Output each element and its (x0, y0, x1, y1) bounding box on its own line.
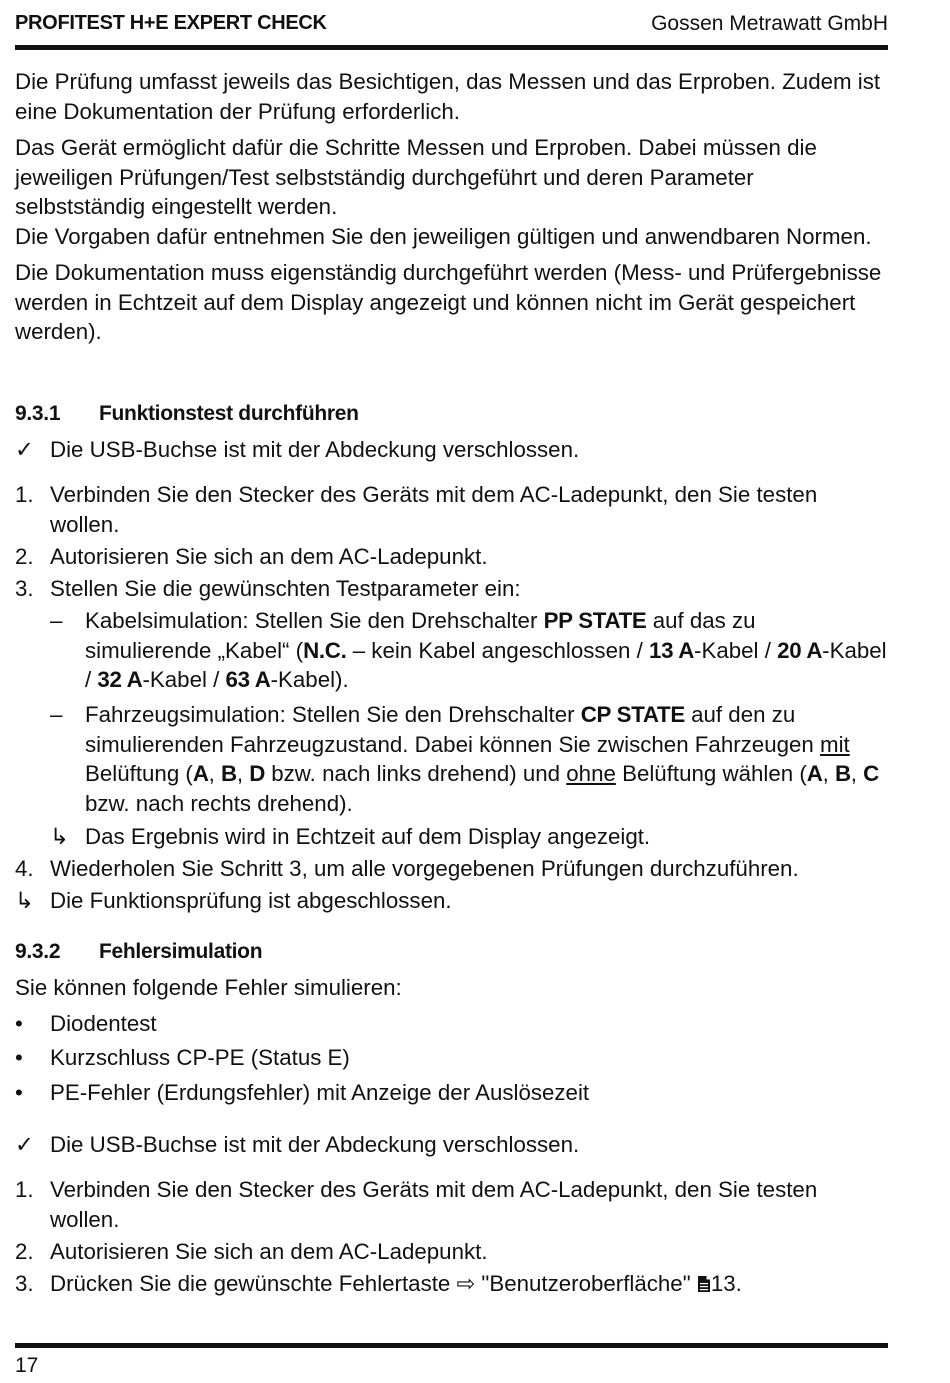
step-text: Wiederholen Sie Schritt 3, um alle vorgegebenen Prüfungen durchzuführen. (50, 856, 799, 881)
step-item (15, 542, 888, 572)
step-item (15, 1175, 888, 1234)
dash-marker: – (50, 702, 63, 727)
intro-paragraph: Die Dokumentation muss eigenständig durchgeführt werden (Mess- und Prüfergebnisse werden in Echtzeit auf dem Display angezeigt und können nicht im Gerät gespeichert werden). (15, 260, 882, 344)
bullet-text: PE-Fehler (Erdungsfehler) mit Anzeige der Auslösezeit (50, 1080, 590, 1105)
step-number: 2. (15, 544, 34, 569)
header-rule (15, 45, 888, 50)
company-name: Gossen Metrawatt GmbH (651, 12, 888, 35)
check-icon: ✓ (15, 1132, 34, 1157)
step-item (15, 574, 888, 604)
step-text-with-reference (50, 1269, 888, 1301)
bullet-item (15, 1043, 888, 1073)
step-item (15, 480, 888, 539)
result-arrow-icon: ↳ (15, 888, 34, 913)
precondition-item (15, 435, 888, 465)
cross-reference-arrow-icon: ⇨ (456, 1271, 476, 1296)
step-item (15, 854, 888, 884)
step-text: Verbinden Sie den Stecker des Geräts mit dem AC-Ladepunkt, den Sie testen wollen. (50, 1177, 818, 1232)
intro-paragraph: Die Vorgaben dafür entnehmen Sie den jeweiligen gültigen und anwendbaren Normen. (15, 223, 872, 249)
step-item (15, 1237, 888, 1267)
sub-item-text: Fahrzeugsimulation: Stellen Sie den Drehschalter CP STATE auf den zu simulierenden Fahrzeugzustand. Dabei können Sie zwischen Fahrzeugen mit Belüftung (A, B, D bzw. nach links drehend) und ohne Belüftung wählen (A, B, C bzw. nach rechts drehend). (85, 702, 879, 816)
step-number: 2. (15, 1239, 34, 1264)
check-icon: ✓ (15, 437, 34, 462)
intro-paragraph: Das Gerät ermöglicht dafür die Schritte Messen und Erproben. Dabei müssen die jeweiligen Prüfungen/Test selbstständig durchgeführt und deren Parameter selbstständig eingestellt werden. (15, 135, 817, 219)
section-intro-text: Sie können folgende Fehler simulieren: (15, 975, 402, 1000)
bullet-text: Diodentest (50, 1011, 157, 1036)
section-heading (15, 940, 262, 964)
section-number: 9.3.2 (15, 940, 61, 963)
result-arrow-icon: ↳ (50, 824, 69, 849)
page-ref-number[interactable]: 13. (710, 1271, 742, 1296)
step-text: Autorisieren Sie sich an dem AC-Ladepunkt. (50, 1239, 488, 1264)
bullet-item (15, 1009, 888, 1039)
precondition-item (15, 1130, 888, 1160)
result-item (15, 886, 888, 916)
sub-item-text: Kabelsimulation: Stellen Sie den Drehschalter PP STATE auf das zu simulierende „Kabel“ (N.C. – kein Kabel angeschlossen / 13 A-Kabel / 20 A-Kabel / 32 A-Kabel / 63 A-Kabel). (85, 608, 887, 692)
bullet-item (15, 1078, 888, 1108)
sub-item (15, 606, 888, 695)
step-number: 1. (15, 482, 34, 507)
dash-marker: – (50, 608, 63, 633)
step-text: Verbinden Sie den Stecker des Geräts mit dem AC-Ladepunkt, den Sie testen wollen. (50, 482, 818, 537)
sub-item (15, 700, 888, 818)
intro-text (15, 67, 888, 347)
section-number: 9.3.1 (15, 402, 61, 425)
section-heading (15, 402, 359, 426)
sub-result-item (15, 822, 888, 852)
section-title: Funktionstest durchführen (99, 402, 359, 425)
step-number: 4. (15, 856, 34, 881)
step-number: 3. (15, 576, 34, 601)
section-title: Fehlersimulation (99, 940, 263, 963)
step-number: 1. (15, 1177, 34, 1202)
bullet-icon: • (15, 1080, 23, 1105)
bullet-text: Kurzschluss CP-PE (Status E) (50, 1045, 350, 1070)
result-text: Die Funktionsprüfung ist abgeschlossen. (50, 888, 452, 913)
bullet-icon: • (15, 1011, 23, 1036)
footer-rule (15, 1343, 888, 1348)
step-text: Drücken Sie die gewünschte Fehlertaste (50, 1271, 451, 1296)
document-title: PROFITEST H+E EXPERT CHECK (15, 12, 327, 34)
page-header (15, 10, 888, 40)
step-text: Stellen Sie die gewünschten Testparameter ein: (50, 576, 521, 601)
page-ref-icon (697, 1271, 711, 1301)
sub-result-text: Das Ergebnis wird in Echtzeit auf dem Display angezeigt. (85, 824, 651, 849)
section-intro (15, 973, 888, 1003)
step-number: 3. (15, 1271, 34, 1296)
step-item (15, 1269, 888, 1301)
precondition-text: Die USB-Buchse ist mit der Abdeckung verschlossen. (50, 1132, 580, 1157)
step-text: Autorisieren Sie sich an dem AC-Ladepunkt. (50, 544, 488, 569)
intro-paragraph: Die Prüfung umfasst jeweils das Besichtigen, das Messen und das Erproben. Zudem ist eine Dokumentation der Prüfung erforderlich. (15, 69, 881, 124)
page-number: 17 (15, 1354, 39, 1377)
cross-reference-link[interactable]: "Benutzeroberfläche" (481, 1271, 691, 1296)
bullet-icon: • (15, 1045, 23, 1070)
precondition-text: Die USB-Buchse ist mit der Abdeckung verschlossen. (50, 437, 580, 462)
